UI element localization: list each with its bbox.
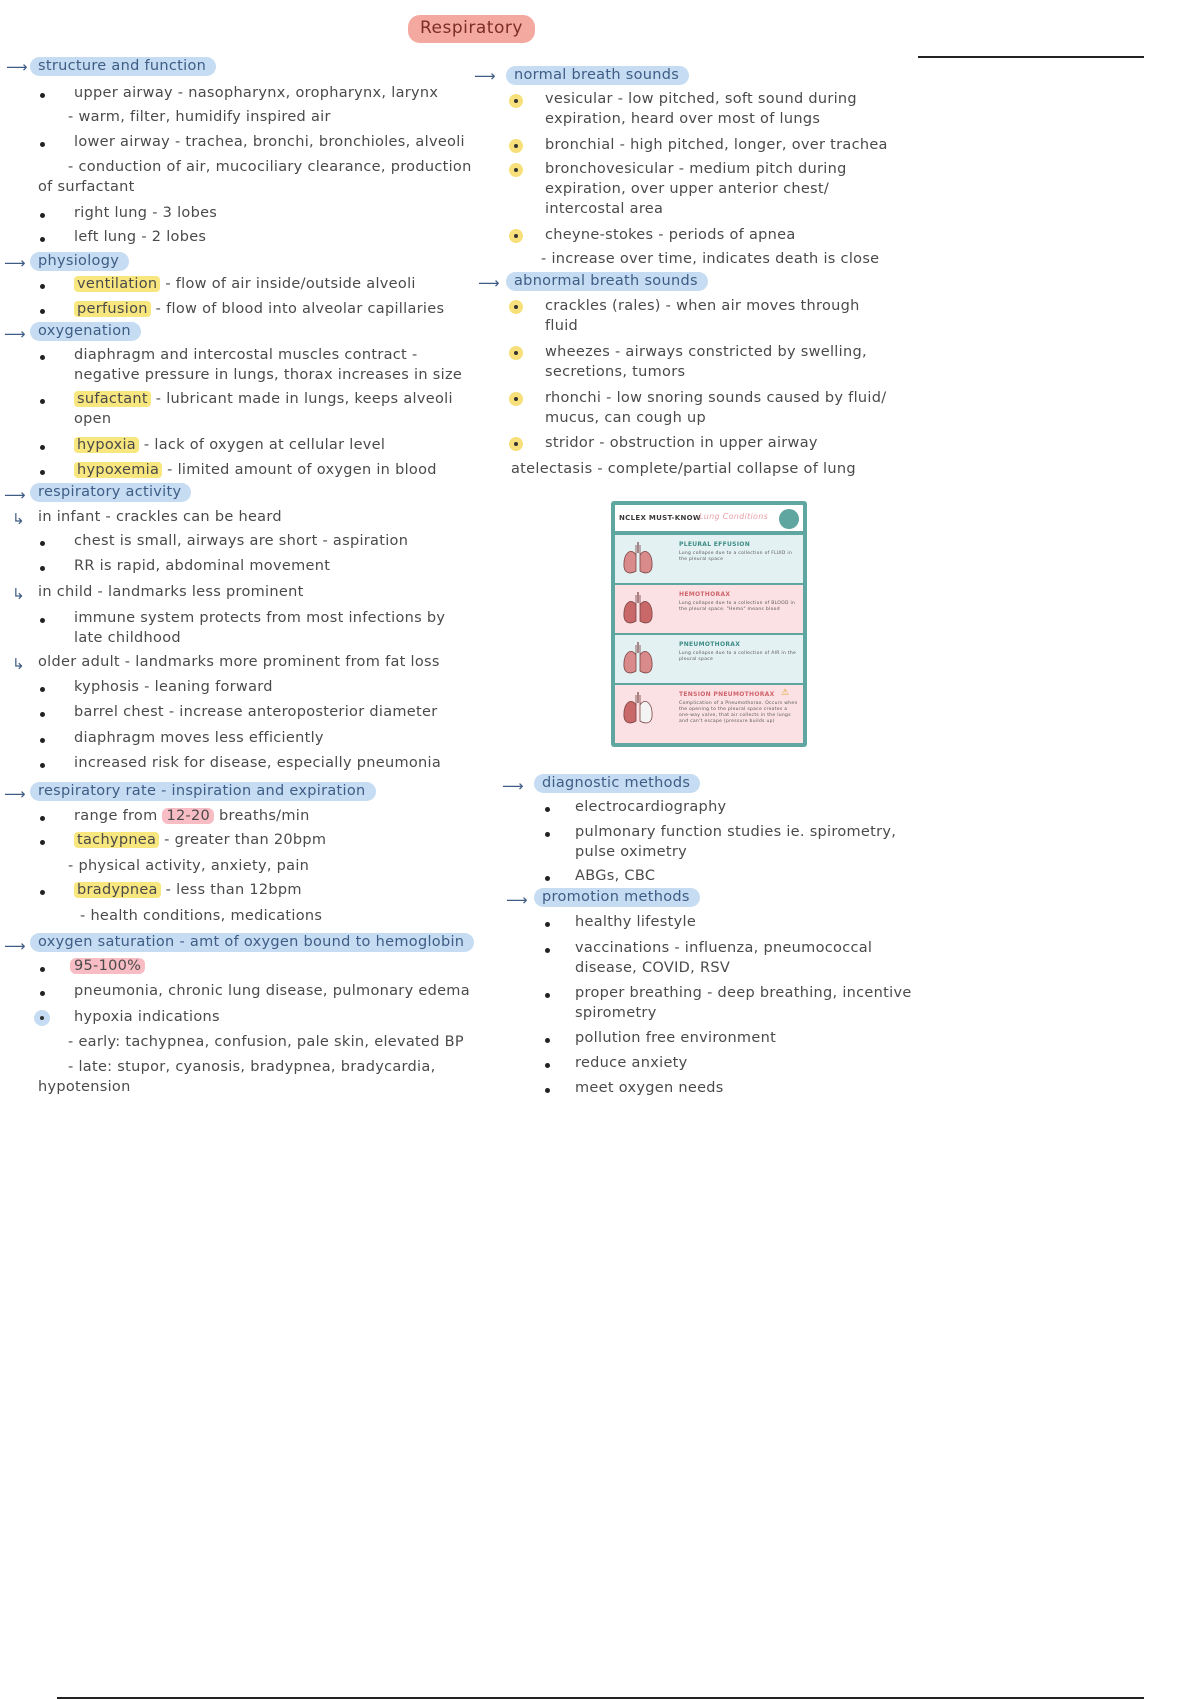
list-item-cont: fluid: [545, 318, 579, 334]
infographic-panel: TENSION PNEUMOTHORAX ⚠ Complication of a Pneumothorax. Occurs when the opening to the pleural space creates a one-way valve, that air collects in the lungs and can't escape (pressure builds up): [615, 685, 803, 743]
section-heading-oxygen-saturation: oxygen saturation - amt of oxygen bound to hemoglobin: [30, 933, 474, 952]
list-item: barrel chest - increase anteroposterior diameter: [74, 704, 438, 720]
bullet-dot: [545, 1038, 550, 1043]
list-item: pollution free environment: [575, 1030, 777, 1046]
list-item: stridor - obstruction in upper airway: [545, 435, 818, 451]
list-subitem: - health conditions, medications: [80, 908, 323, 924]
bullet-dot: [40, 445, 45, 450]
list-item: right lung - 3 lobes: [74, 205, 218, 221]
section-heading-structure: structure and function: [30, 57, 216, 76]
corner-arrow-icon: ↳: [12, 585, 25, 603]
arrow-icon: ⟶: [4, 486, 26, 504]
bullet-dot: [40, 890, 45, 895]
bullet-dot: [545, 1088, 550, 1093]
list-item: diaphragm moves less efficiently: [74, 730, 324, 746]
list-item: ABGs, CBC: [575, 868, 656, 884]
bullet-dot: [40, 712, 45, 717]
list-item: range from 12-20 breaths/min: [74, 808, 310, 824]
list-item: electrocardiography: [575, 799, 727, 815]
lung-conditions-infographic: [611, 501, 807, 747]
list-item: pneumonia, chronic lung disease, pulmonary edema: [74, 983, 470, 999]
list-item-cont: expiration, heard over most of lungs: [545, 111, 821, 127]
bullet-dot: [545, 832, 550, 837]
bullet-dot: [40, 399, 45, 404]
list-item: ventilation - flow of air inside/outside alveoli: [74, 276, 416, 292]
arrow-icon: ⟶: [4, 785, 26, 803]
list-item: rhonchi - low snoring sounds caused by fluid/: [545, 390, 887, 406]
list-item: healthy lifestyle: [575, 914, 697, 930]
bullet-dot: [40, 816, 45, 821]
section-heading-physiology: physiology: [30, 252, 129, 271]
infographic-panel: PNEUMOTHORAX Lung collapse due to a collection of AIR in the pleural space: [615, 635, 803, 683]
list-subitem: - conduction of air, mucociliary clearance, production: [68, 159, 472, 175]
top-rule: [918, 56, 1144, 58]
lungs-icon: [621, 591, 655, 627]
bullet-dot: [545, 876, 550, 881]
list-item-cont: negative pressure in lungs, thorax increases in size: [74, 367, 463, 383]
list-subitem: - warm, filter, humidify inspired air: [68, 109, 331, 125]
list-subitem: - physical activity, anxiety, pain: [68, 858, 310, 874]
list-item: sufactant - lubricant made in lungs, keeps alveoli: [74, 391, 453, 407]
sub-heading: in infant - crackles can be heard: [38, 509, 282, 525]
list-item: immune system protects from most infections by: [74, 610, 446, 626]
list-item: pulmonary function studies ie. spirometry,: [575, 824, 897, 840]
bullet-dot-highlighted: [509, 94, 523, 108]
list-item: perfusion - flow of blood into alveolar capillaries: [74, 301, 444, 317]
list-item: tachypnea - greater than 20bpm: [74, 832, 326, 848]
bullet-dot: [40, 355, 45, 360]
bullet-dot: [40, 213, 45, 218]
list-item: reduce anxiety: [575, 1055, 688, 1071]
list-item: kyphosis - leaning forward: [74, 679, 273, 695]
bullet-dot-highlighted: [509, 437, 523, 451]
bullet-dot: [40, 284, 45, 289]
bullet-dot: [40, 967, 45, 972]
bullet-dot: [40, 470, 45, 475]
bullet-dot: [545, 807, 550, 812]
bullet-dot: [40, 840, 45, 845]
arrow-icon: ⟶: [6, 58, 28, 76]
bullet-dot: [40, 309, 45, 314]
bullet-dot: [545, 993, 550, 998]
section-heading-respiratory-rate: respiratory rate - inspiration and expiration: [30, 782, 376, 801]
list-item-cont: spirometry: [575, 1005, 657, 1021]
bullet-dot-highlighted: [509, 346, 523, 360]
list-item: diaphragm and intercostal muscles contract -: [74, 347, 418, 363]
list-item: upper airway - nasopharynx, oropharynx, larynx: [74, 85, 439, 101]
bullet-dot: [40, 541, 45, 546]
arrow-icon: ⟶: [4, 254, 26, 272]
bullet-dot: [545, 1063, 550, 1068]
lungs-icon: [621, 641, 655, 677]
arrow-icon: ⟶: [474, 67, 496, 85]
bullet-dot: [40, 93, 45, 98]
list-item-cont: pulse oximetry: [575, 844, 688, 860]
arrow-icon: ⟶: [4, 937, 26, 955]
lungs-icon: [621, 541, 655, 577]
arrow-icon: ⟶: [506, 891, 528, 909]
infographic-header: NCLEX MUST-KNOW Lung Conditions: [615, 505, 803, 531]
badge-icon: [779, 509, 799, 529]
bullet-dot: [40, 142, 45, 147]
corner-arrow-icon: ↳: [12, 655, 25, 673]
list-item: meet oxygen needs: [575, 1080, 724, 1096]
list-item: vaccinations - influenza, pneumococcal: [575, 940, 873, 956]
section-heading-normal-breath-sounds: normal breath sounds: [506, 66, 689, 85]
list-item: vesicular - low pitched, soft sound during: [545, 91, 857, 107]
list-item: cheyne-stokes - periods of apnea: [545, 227, 796, 243]
list-subitem: - late: stupor, cyanosis, bradypnea, bradycardia,: [68, 1059, 436, 1075]
list-item: bronchial - high pitched, longer, over trachea: [545, 137, 888, 153]
bullet-dot: [40, 237, 45, 242]
list-item-cont: mucus, can cough up: [545, 410, 707, 426]
section-heading-abnormal-breath-sounds: abnormal breath sounds: [506, 272, 708, 291]
bullet-dot: [40, 763, 45, 768]
list-item: bronchovesicular - medium pitch during: [545, 161, 847, 177]
arrow-icon: ⟶: [478, 274, 500, 292]
list-item: bradypnea - less than 12bpm: [74, 882, 302, 898]
list-item: proper breathing - deep breathing, incentive: [575, 985, 912, 1001]
bottom-rule: [57, 1697, 1144, 1699]
list-item-cont: disease, COVID, RSV: [575, 960, 731, 976]
bullet-dot-highlighted: [509, 163, 523, 177]
bullet-dot: [40, 738, 45, 743]
list-subitem: hypotension: [38, 1079, 131, 1095]
list-item-cont: open: [74, 411, 112, 427]
bullet-dot: [40, 687, 45, 692]
section-heading-respiratory-activity: respiratory activity: [30, 483, 191, 502]
list-item: left lung - 2 lobes: [74, 229, 207, 245]
warning-icon: ⚠: [781, 688, 790, 698]
page-title: Respiratory: [408, 15, 535, 43]
section-heading-oxygenation: oxygenation: [30, 322, 141, 341]
list-item: RR is rapid, abdominal movement: [74, 558, 331, 574]
bullet-dot: [545, 922, 550, 927]
lungs-icon: [621, 691, 655, 727]
list-subitem: of surfactant: [38, 179, 135, 195]
list-subitem: - increase over time, indicates death is close: [541, 251, 880, 267]
note-line: atelectasis - complete/partial collapse of lung: [511, 461, 856, 477]
bullet-dot: [40, 618, 45, 623]
arrow-icon: ⟶: [4, 325, 26, 343]
list-item-cont: secretions, tumors: [545, 364, 686, 380]
infographic-panel: PLEURAL EFFUSION Lung collapse due to a collection of FLUID in the pleural space: [615, 535, 803, 583]
sub-heading: older adult - landmarks more prominent from fat loss: [38, 654, 440, 670]
list-item: lower airway - trachea, bronchi, bronchioles, alveoli: [74, 134, 465, 150]
bullet-dot-highlighted: [509, 229, 523, 243]
list-item-cont: late childhood: [74, 630, 181, 646]
list-item-cont: intercostal area: [545, 201, 664, 217]
infographic-panel: HEMOTHORAX Lung collapse due to a collection of BLOOD in the pleural space. "Hemo" means blood: [615, 585, 803, 633]
corner-arrow-icon: ↳: [12, 510, 25, 528]
arrow-icon: ⟶: [502, 777, 524, 795]
list-item: crackles (rales) - when air moves through: [545, 298, 860, 314]
bullet-dot-highlighted: [509, 392, 523, 406]
sub-heading: in child - landmarks less prominent: [38, 584, 304, 600]
bullet-dot-highlighted: [509, 139, 523, 153]
list-subitem: - early: tachypnea, confusion, pale skin, elevated BP: [68, 1034, 464, 1050]
list-item: increased risk for disease, especially pneumonia: [74, 755, 442, 771]
bullet-dot-highlighted: [509, 300, 523, 314]
section-heading-promotion-methods: promotion methods: [534, 888, 700, 907]
bullet-dot-highlighted: [34, 1010, 50, 1026]
section-heading-diagnostic-methods: diagnostic methods: [534, 774, 700, 793]
list-item-cont: expiration, over upper anterior chest/: [545, 181, 830, 197]
list-item: hypoxia - lack of oxygen at cellular level: [74, 437, 385, 453]
list-item: hypoxia indications: [74, 1009, 220, 1025]
bullet-dot: [545, 948, 550, 953]
bullet-dot: [40, 566, 45, 571]
list-item: chest is small, airways are short - aspiration: [74, 533, 409, 549]
bullet-dot: [40, 991, 45, 996]
list-item: 95-100%: [70, 958, 145, 974]
list-item: hypoxemia - limited amount of oxygen in blood: [74, 462, 437, 478]
list-item: wheezes - airways constricted by swelling,: [545, 344, 867, 360]
